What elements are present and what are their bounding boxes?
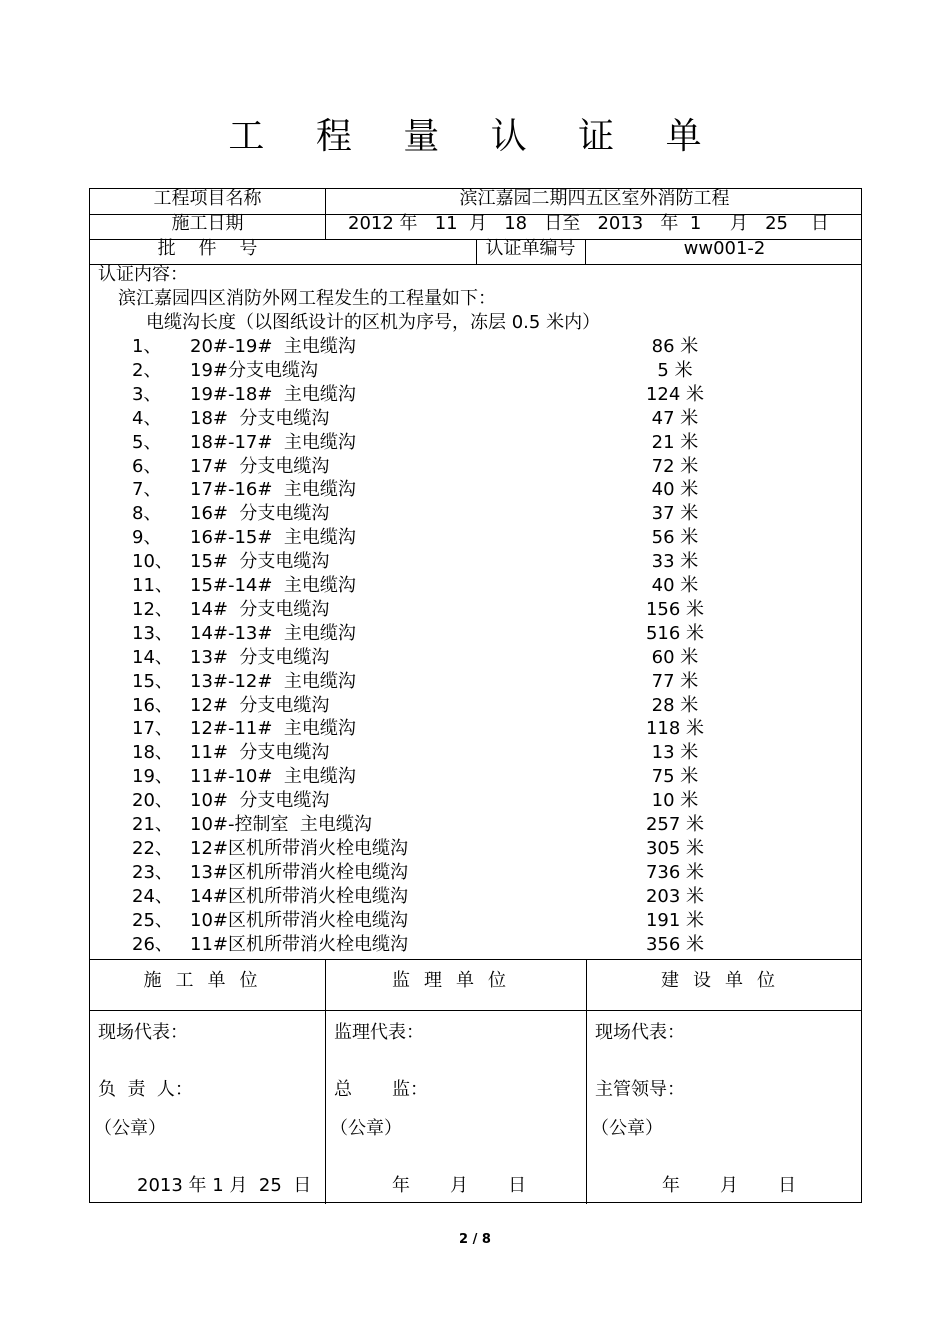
list-item-name: 19#-18# 主电缆沟 [190, 383, 356, 405]
content-label: 认证内容： [98, 264, 188, 285]
list-item-number: 17、 [132, 718, 173, 740]
owner-site-rep: 现场代表： [595, 1022, 685, 1043]
page-indicator: 2 / 8 [459, 1232, 491, 1247]
list-item-length: 191 米 [645, 909, 705, 931]
construction-date: 2013 年 1 月 25 日 [137, 1175, 312, 1196]
list-item-name: 11#-10# 主电缆沟 [190, 766, 356, 788]
construction-date-label: 施工日期 [171, 213, 244, 234]
certificate-number-label: 认证单编号 [485, 238, 576, 259]
list-item-name: 12# 分支电缆沟 [190, 694, 330, 716]
list-item-name: 13# 分支电缆沟 [190, 646, 330, 668]
chief-supervisor: 总 监： [334, 1079, 429, 1100]
list-item-name: 20#-19# 主电缆沟 [190, 336, 356, 357]
list-item-number: 12、 [132, 598, 173, 620]
list-item-number: 3、 [132, 383, 162, 405]
list-item-name: 18# 分支电缆沟 [190, 407, 330, 429]
list-item-name: 16# 分支电缆沟 [190, 503, 330, 525]
list-item-number: 19、 [132, 766, 173, 788]
supervision-rep: 监理代表： [334, 1022, 424, 1043]
list-item-length: 47 米 [651, 407, 699, 429]
list-item-name: 13#区机所带消火栓电缆沟 [190, 861, 408, 883]
certificate-number-value: ww001-2 [683, 238, 766, 259]
list-item-length: 5 米 [657, 359, 693, 381]
list-item-length: 516 米 [645, 622, 705, 644]
list-item-name: 17# 分支电缆沟 [190, 455, 330, 477]
certification-form [89, 188, 862, 1203]
list-item-number: 4、 [132, 407, 162, 429]
list-item-name: 16#-15# 主电缆沟 [190, 527, 356, 549]
list-item-name: 14#区机所带消火栓电缆沟 [190, 885, 408, 907]
list-item-length: 86 米 [651, 336, 699, 357]
list-item-number: 18、 [132, 742, 173, 764]
construction-person-in-charge: 负 责 人： [98, 1079, 193, 1100]
list-item-name: 15# 分支电缆沟 [190, 551, 330, 573]
construction-seal: （公章） [94, 1118, 166, 1139]
list-item-number: 5、 [132, 431, 162, 453]
content-intro: 滨江嘉园四区消防外网工程发生的工程量如下： [118, 288, 496, 309]
list-item-name: 13#-12# 主电缆沟 [190, 670, 356, 692]
supervision-unit-heading: 监理单位 [392, 970, 520, 991]
list-item-number: 21、 [132, 814, 173, 835]
list-item-number: 9、 [132, 527, 162, 549]
list-item-length: 75 米 [651, 766, 699, 788]
list-item-name: 10#-控制室 主电缆沟 [190, 814, 372, 835]
project-name-label: 工程项目名称 [153, 188, 262, 209]
owner-unit-heading: 建设单位 [661, 970, 789, 991]
list-item-number: 23、 [132, 861, 173, 883]
list-item-length: 156 米 [645, 598, 705, 620]
list-item-number: 13、 [132, 622, 173, 644]
owner-supervising-leader: 主管领导： [595, 1079, 685, 1100]
list-item-name: 12#-11# 主电缆沟 [190, 718, 356, 740]
row-divider [90, 264, 861, 265]
project-name-value: 滨江嘉园二期四五区室外消防工程 [459, 188, 730, 209]
supervision-seal: （公章） [330, 1118, 402, 1139]
list-item-length: 28 米 [651, 694, 699, 716]
list-item-name: 11# 分支电缆沟 [190, 742, 330, 764]
construction-unit-heading: 施工单位 [143, 970, 272, 991]
list-item-length: 60 米 [651, 646, 699, 668]
list-item-length: 56 米 [651, 527, 699, 549]
list-item-length: 40 米 [651, 575, 699, 596]
list-item-length: 13 米 [651, 742, 699, 764]
list-item-name: 10# 分支电缆沟 [190, 790, 330, 812]
approval-number-label: 批 件 号 [157, 238, 258, 259]
list-item-length: 33 米 [651, 551, 699, 573]
list-item-length: 118 米 [645, 718, 705, 740]
list-item-number: 22、 [132, 837, 173, 859]
list-item-length: 736 米 [645, 861, 705, 883]
list-item-length: 305 米 [645, 837, 705, 859]
list-item-length: 10 米 [651, 790, 699, 812]
list-item-length: 21 米 [651, 431, 699, 453]
document-title: 工 程 量 认 证 单 [228, 116, 722, 157]
row-divider [90, 1010, 861, 1011]
list-item-name: 14#-13# 主电缆沟 [190, 622, 356, 644]
list-item-number: 24、 [132, 885, 173, 907]
supervision-date: 年 月 日 [392, 1175, 527, 1196]
list-item-number: 8、 [132, 503, 162, 525]
content-subheading: 电缆沟长度（以图纸设计的区机为序号，冻层 0.5 米内） [146, 312, 601, 333]
list-item-length: 40 米 [651, 479, 699, 501]
list-item-number: 10、 [132, 551, 173, 573]
column-divider [325, 959, 326, 1204]
list-item-length: 37 米 [651, 503, 699, 525]
list-item-name: 15#-14# 主电缆沟 [190, 575, 356, 596]
list-item-number: 20、 [132, 790, 173, 812]
owner-date: 年 月 日 [662, 1175, 797, 1196]
list-item-name: 14# 分支电缆沟 [190, 598, 330, 620]
list-item-number: 1、 [132, 336, 162, 357]
list-item-length: 124 米 [645, 383, 705, 405]
list-item-length: 356 米 [645, 933, 705, 955]
construction-site-rep: 现场代表： [98, 1022, 188, 1043]
list-item-number: 7、 [132, 479, 162, 501]
column-divider [586, 959, 587, 1204]
list-item-number: 14、 [132, 646, 173, 668]
list-item-number: 25、 [132, 909, 173, 931]
list-item-name: 18#-17# 主电缆沟 [190, 431, 356, 453]
list-item-name: 17#-16# 主电缆沟 [190, 479, 356, 501]
list-item-length: 72 米 [651, 455, 699, 477]
list-item-number: 16、 [132, 694, 173, 716]
row-divider [90, 959, 861, 960]
owner-seal: （公章） [591, 1118, 663, 1139]
list-item-length: 203 米 [645, 885, 705, 907]
list-item-name: 10#区机所带消火栓电缆沟 [190, 909, 408, 931]
list-item-number: 15、 [132, 670, 173, 692]
list-item-number: 11、 [132, 575, 173, 596]
construction-date-value: 2012 年 11 月 18 日至 2013 年 1 月 25 日 [348, 213, 829, 234]
list-item-number: 6、 [132, 455, 162, 477]
list-item-number: 2、 [132, 359, 162, 381]
list-item-name: 11#区机所带消火栓电缆沟 [190, 933, 408, 955]
list-item-length: 257 米 [645, 814, 705, 835]
list-item-number: 26、 [132, 933, 173, 955]
list-item-name: 12#区机所带消火栓电缆沟 [190, 837, 408, 859]
list-item-length: 77 米 [651, 670, 699, 692]
list-item-name: 19#分支电缆沟 [190, 359, 318, 381]
